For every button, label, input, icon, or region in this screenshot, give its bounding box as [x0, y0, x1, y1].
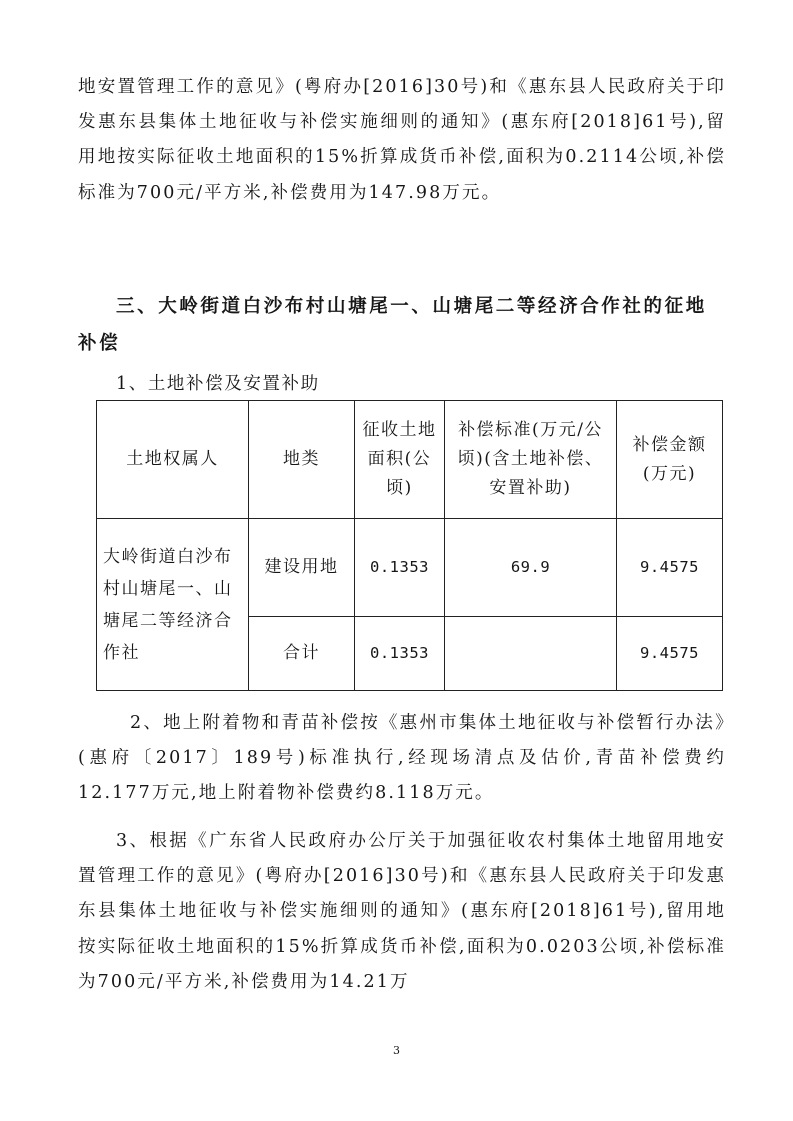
total-amount-cell: 9.4575 [617, 617, 723, 691]
standard-cell: 69.9 [445, 519, 617, 617]
header-amount: 补偿金额(万元) [617, 401, 723, 519]
table-header-row [97, 401, 723, 519]
header-land-type: 地类 [249, 401, 355, 519]
header-standard: 补偿标准(万元/公顷)(含土地补偿、安置补助) [445, 401, 617, 519]
total-label-cell: 合计 [249, 617, 355, 691]
area-cell: 0.1353 [355, 519, 445, 617]
subheading-land-compensation: 1、土地补偿及安置补助 [116, 374, 320, 394]
header-area: 征收土地面积(公顷) [355, 401, 445, 519]
land-type-cell: 建设用地 [249, 519, 355, 617]
paragraph-top: 地安置管理工作的意见》(粤府办[2016]30号)和《惠东县人民政府关于印发惠东县集体土地征收与补偿实施细则的通知》(惠东府[2018]61号),留用地按实际征收土地面积的15%折算成货币补偿,面积为0.2114公顷,补偿标准为700元/平方米,补偿费用为147.98万元。 [78, 77, 726, 203]
header-owner: 土地权属人 [97, 401, 249, 519]
section-heading: 三、大岭街道白沙布村山塘尾一、山塘尾二等经济合作社的征地补偿 [78, 296, 707, 354]
compensation-table [96, 400, 723, 691]
paragraph-2: 2、地上附着物和青苗补偿按《惠州市集体土地征收与补偿暂行办法》(惠府〔2017〕189号)标准执行,经现场清点及估价,青苗补偿费约12.177万元,地上附着物补偿费约8.118万元。 [78, 713, 726, 804]
total-area-cell: 0.1353 [355, 617, 445, 691]
total-standard-cell [445, 617, 617, 691]
owner-cell: 大岭街道白沙布村山塘尾一、山塘尾二等经济合作社 [97, 519, 249, 691]
paragraph-3: 3、根据《广东省人民政府办公厅关于加强征收农村集体土地留用地安置管理工作的意见》(粤府办[2016]30号)和《惠东县人民政府关于印发惠东县集体土地征收与补偿实施细则的通知》(惠东府[2018]61号),留用地按实际征收土地面积的15%折算成货币补偿,面积为0.0203公顷,补偿标准为700元/平方米,补偿费用为14.21万 [78, 831, 726, 992]
table-row [97, 519, 723, 617]
amount-cell: 9.4575 [617, 519, 723, 617]
page-number: 3 [393, 1044, 400, 1057]
